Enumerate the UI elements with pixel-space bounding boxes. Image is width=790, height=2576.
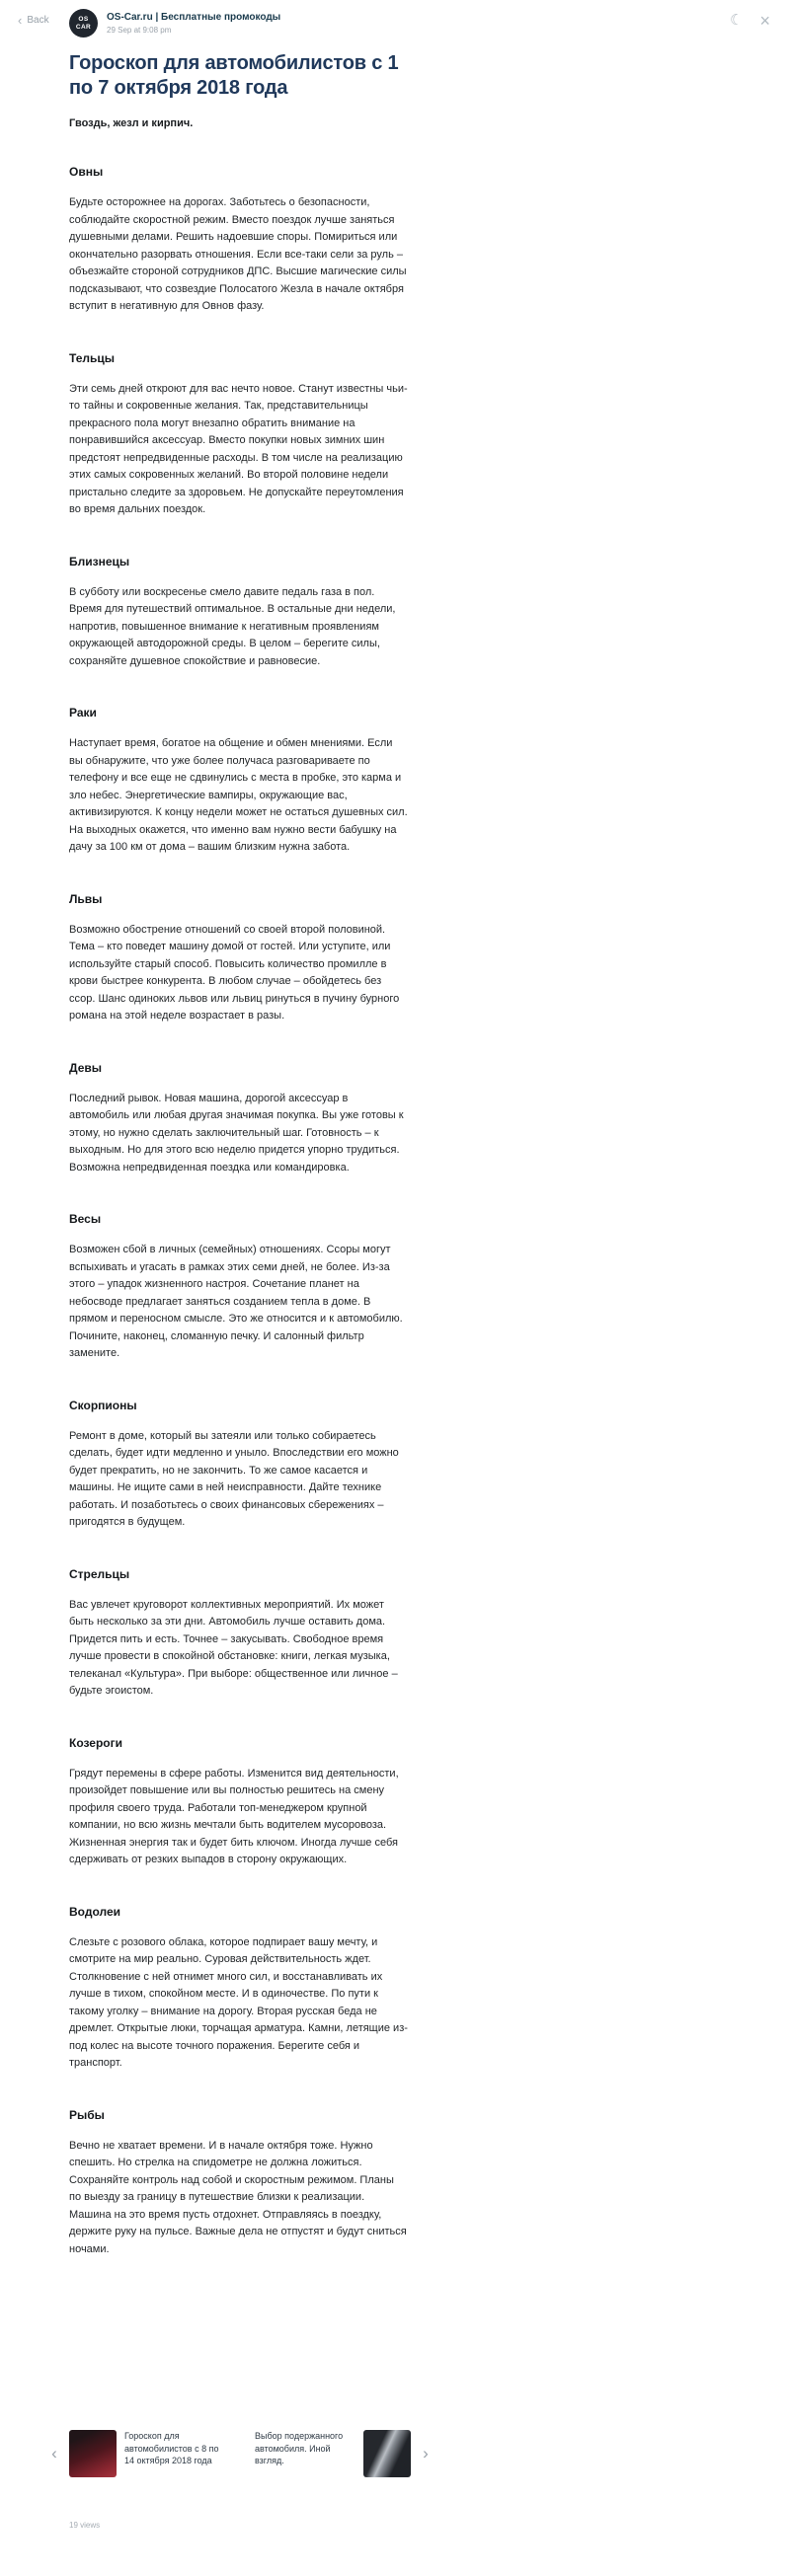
zodiac-text: Возможен сбой в личных (семейных) отношениях. Ссоры могут вспыхивать и угасать в рамках этих семи дней, не более. Из-за этого – упадок жизненного настроя. Сочетание планет на небосводе предлагает заняться созданием тепла в доме. В прямом и переносном смысле. Это же относится и к автомобилю. Почините, наконец, сломанную печку. И салонный фильтр замените. xyxy=(69,1244,403,1359)
channel-logo-text-bottom: CAR xyxy=(75,23,92,31)
zodiac-section xyxy=(69,1399,408,1532)
night-mode-icon[interactable]: ☾ xyxy=(730,12,744,29)
zodiac-heading: Весы xyxy=(69,1212,102,1226)
related-thumbnail xyxy=(69,2430,117,2477)
zodiac-section xyxy=(69,892,408,1025)
zodiac-text: Будьте осторожнее на дорогах. Заботьтесь о безопасности, соблюдайте скоростной режим. Вместо поездок лучше заняться душевными делами. Решить надоевшие споры. Помириться или окончательно разорвать отношения. Если все-таки сели за руль – объезжайте стороной сотрудников ДПС. Высшие магические силы подсказывают, что созвездие Полосатого Жезла в начале октября вступит в негативную для Овнов фазу. xyxy=(69,196,407,312)
zodiac-text: В субботу или воскресенье смело давите педаль газа в пол. Время для путешествий оптимальное. В остальные дни недели, напротив, повышенное внимание к негативным проявлениям окружающей автодорожной среды. В целом – берегите силы, сохраняйте душевное спокойствие и равновесие. xyxy=(69,585,396,667)
zodiac-heading: Козероги xyxy=(69,1735,123,1750)
zodiac-heading: Тельцы xyxy=(69,350,116,365)
article-title: Гороскоп для автомобилистов с 1 по 7 октября 2018 года xyxy=(69,52,399,99)
zodiac-heading: Девы xyxy=(69,1060,102,1075)
zodiac-text: Ремонт в доме, который вы затеяли или только собираетесь сделать, будет идти медленно и уныло. Впоследствии его можно будет прекратить, но не закончить. То же самое касается и машины. Не ищите сами в ней неисправности. Дайте технике работать. И позаботьтесь о своих финансовых сбережениях – пригодятся в будущем. xyxy=(69,1429,399,1528)
zodiac-section xyxy=(69,1905,408,2073)
close-icon[interactable]: × xyxy=(759,11,770,31)
zodiac-text: Возможно обострение отношений со своей второй половиной. Тема – кто поведет машину домой от гостей. Или уступите, или используйте старый способ. Повысить количество промилле в крови быстрее конкурента. В любом случае – обойдетесь без ссор. Шанс одиноких львов или львиц ринуться в пучину бурного романа на этой неделе возрастает в разы. xyxy=(69,923,400,1022)
zodiac-text: Слезьте с розового облака, которое подпирает вашу мечту, и смотрите на мир реально. Суровая действительность ждет. Столкновение с ней отнимет много сил, и восстанавливать их лучше в тихом, спокойном месте. И в одиночестве. По пути к такому уголку – внимание на дорогу. Вторая русская беда не дремлет. Открытые люки, торчащая арматура. Камни, летящие из-под колес на высоте точного поражения. Берегите себя и транспорт. xyxy=(69,1935,408,2069)
back-label: Back xyxy=(27,15,49,26)
zodiac-heading: Овны xyxy=(69,165,104,179)
zodiac-section xyxy=(69,351,408,519)
related-card-title: Выбор подержанного автомобиля. Иной взгляд. xyxy=(255,2431,344,2465)
back-button[interactable] xyxy=(18,12,49,28)
views-counter: 19 views xyxy=(69,2521,101,2530)
topbar-actions xyxy=(730,12,770,30)
channel-logo xyxy=(69,9,98,38)
publish-date: 29 Sep at 9:08 pm xyxy=(107,26,172,35)
zodiac-heading: Рыбы xyxy=(69,2107,105,2122)
related-card-next[interactable] xyxy=(255,2430,411,2477)
zodiac-section xyxy=(69,1567,408,1701)
channel-link[interactable] xyxy=(69,9,280,38)
channel-logo-text-top: OS xyxy=(78,16,89,23)
zodiac-heading: Скорпионы xyxy=(69,1398,137,1412)
zodiac-sections xyxy=(69,165,408,2258)
article-content xyxy=(69,51,408,2258)
zodiac-text: Наступает время, богатое на общение и обмен мнениями. Если вы обнаружите, что уже более получаса разговариваете по телефону и все еще не сдвинулись с места в пробке, это карма и зло небес. Энергетические вампиры, окружающие вас, активизируются. К концу недели может не остаться душевных сил. На выходных окажется, что именно вам нужно вести бабушку на дачу за 100 км от дома – вашим близким нужна забота. xyxy=(69,737,408,853)
carousel-prev-icon[interactable]: ‹ xyxy=(51,2444,57,2462)
zodiac-text: Грядут перемены в сфере работы. Изменится вид деятельности, произойдет повышение или вы полностью решитесь на смену профиля своего труда. Работали топ-менеджером крупной компании, но всю жизнь мечтали быть водителем мусоровоза. Жизненная энергия так и будет бить ключом. Иногда лучше себя сдерживать от резких выпадов в сторону окружающих. xyxy=(69,1767,399,1865)
zodiac-section xyxy=(69,706,408,857)
zodiac-section xyxy=(69,1212,408,1363)
related-card-title: Гороскоп для автомобилистов с 8 по 14 октября 2018 года xyxy=(124,2431,219,2465)
topbar xyxy=(0,0,790,47)
zodiac-section xyxy=(69,1736,408,1869)
article-intro: Гвоздь, жезл и кирпич. xyxy=(69,117,194,129)
back-chevron-icon: ‹ xyxy=(18,12,23,28)
related-cards xyxy=(69,2430,411,2477)
zodiac-section xyxy=(69,165,408,316)
channel-meta xyxy=(107,12,280,35)
zodiac-section xyxy=(69,555,408,671)
zodiac-text: Вечно не хватает времени. И в начале октября тоже. Нужно спешить. Но стрелка на спидометре не должна ложиться. Сохраняйте контроль над собой и скоростным режимом. Планы по выезду за границу в путешествие близки к реализации. Машина на это время пусть отдохнет. Отправляясь в поездку, держите руку на пульсе. Важные дела не отпустят и будут сниться ночами. xyxy=(69,2139,407,2255)
zodiac-heading: Львы xyxy=(69,891,103,906)
zodiac-heading: Стрельцы xyxy=(69,1566,130,1581)
zodiac-text: Эти семь дней откроют для вас нечто новое. Станут известны чьи-то тайны и сокровенные желания. Так, представительницы прекрасного пола могут внезапно обратить внимание на понравившийся аксессуар. Вместо покупки новых зимних шин предстоят непредвиденные расходы. В том числе на реализацию этих самых сокровенных желаний. Во второй половине недели пристально следите за здоровьем. Не допускайте переутомления во время дальних поездок. xyxy=(69,382,408,515)
carousel-next-icon[interactable]: › xyxy=(423,2444,429,2462)
zodiac-heading: Раки xyxy=(69,706,97,720)
zodiac-heading: Близнецы xyxy=(69,554,130,568)
related-thumbnail xyxy=(363,2430,411,2477)
channel-name: OS-Car.ru | Бесплатные промокоды xyxy=(107,12,281,23)
zodiac-heading: Водолеи xyxy=(69,1904,121,1919)
zodiac-section xyxy=(69,2108,408,2259)
related-card-prev[interactable] xyxy=(69,2430,225,2477)
related-carousel xyxy=(47,2430,433,2477)
zodiac-text: Вас увлечет круговорот коллективных мероприятий. Их может быть несколько за эти дни. Автомобиль лучше оставить дома. Придется пить и есть. Точнее – закусывать. Свободное время лучше провести в спокойной обстановке: книги, легкая музыка, телеканал «Культура». При выборе: общественное или личное – будьте эгоистом. xyxy=(69,1598,398,1697)
zodiac-text: Последний рывок. Новая машина, дорогой аксессуар в автомобиль или любая другая значимая покупка. Вы уже готовы к этому, но нужно сделать заключительный шаг. Готовность – к выходным. Но для этого всю неделю придется упорно трудиться. Возможна непредвиденная поездка или командировка. xyxy=(69,1092,404,1174)
zodiac-section xyxy=(69,1061,408,1177)
